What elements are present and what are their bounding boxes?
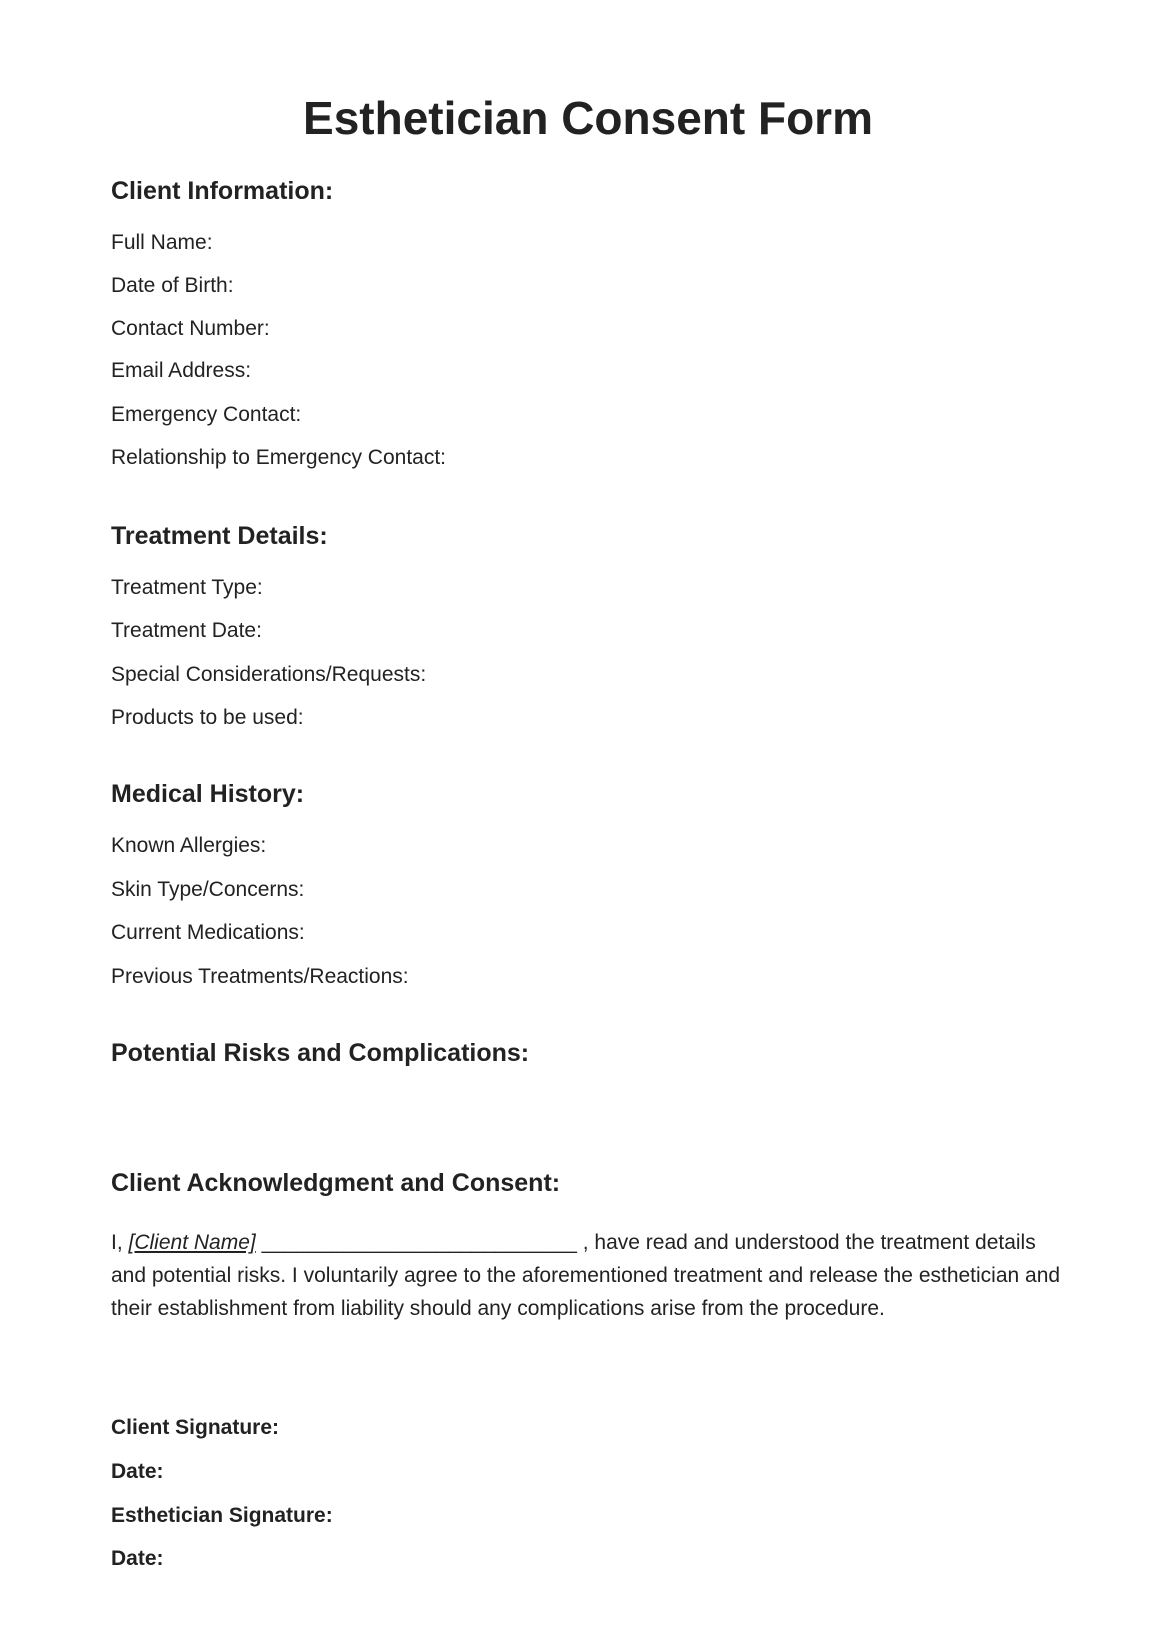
treatment-date-field: Treatment Date: [111, 619, 262, 642]
client-name-blank: ___________________________ [255, 1231, 583, 1254]
emergency-contact-field: Emergency Contact: [111, 403, 302, 426]
special-considerations-field: Special Considerations/Requests: [111, 663, 427, 686]
consent-heading: Client Acknowledgment and Consent: [111, 1169, 561, 1197]
known-allergies-field: Known Allergies: [111, 834, 267, 857]
esthetician-date-label: Date: [111, 1547, 164, 1570]
medical-history-heading: Medical History: [111, 780, 305, 808]
skin-type-field: Skin Type/Concerns: [111, 878, 305, 901]
client-date-label: Date: [111, 1460, 164, 1483]
full-name-field: Full Name: [111, 231, 213, 254]
treatment-type-field: Treatment Type: [111, 576, 263, 599]
consent-paragraph [111, 1226, 1071, 1325]
consent-prefix: I, [111, 1231, 129, 1254]
client-signature-label: Client Signature: [111, 1416, 280, 1439]
previous-treatments-field: Previous Treatments/Reactions: [111, 965, 409, 988]
client-name-placeholder: [Client Name] [128, 1231, 256, 1254]
email-address-field: Email Address: [111, 359, 252, 382]
contact-number-field: Contact Number: [111, 317, 270, 340]
products-used-field: Products to be used: [111, 706, 304, 729]
page-title: Esthetician Consent Form [303, 92, 873, 144]
current-medications-field: Current Medications: [111, 921, 305, 944]
treatment-details-heading: Treatment Details: [111, 522, 328, 550]
consent-body: , have read and understood the treatment details and potential risks. I voluntarily agree to the aforementioned treatment and release the esthetician and their establishment from liability should any complications arise from the procedure. [111, 1231, 1061, 1320]
emergency-relationship-field: Relationship to Emergency Contact: [111, 446, 447, 469]
potential-risks-heading: Potential Risks and Complications: [111, 1039, 530, 1067]
esthetician-signature-label: Esthetician Signature: [111, 1504, 333, 1527]
date-of-birth-field: Date of Birth: [111, 274, 234, 297]
client-information-heading: Client Information: [111, 177, 334, 205]
